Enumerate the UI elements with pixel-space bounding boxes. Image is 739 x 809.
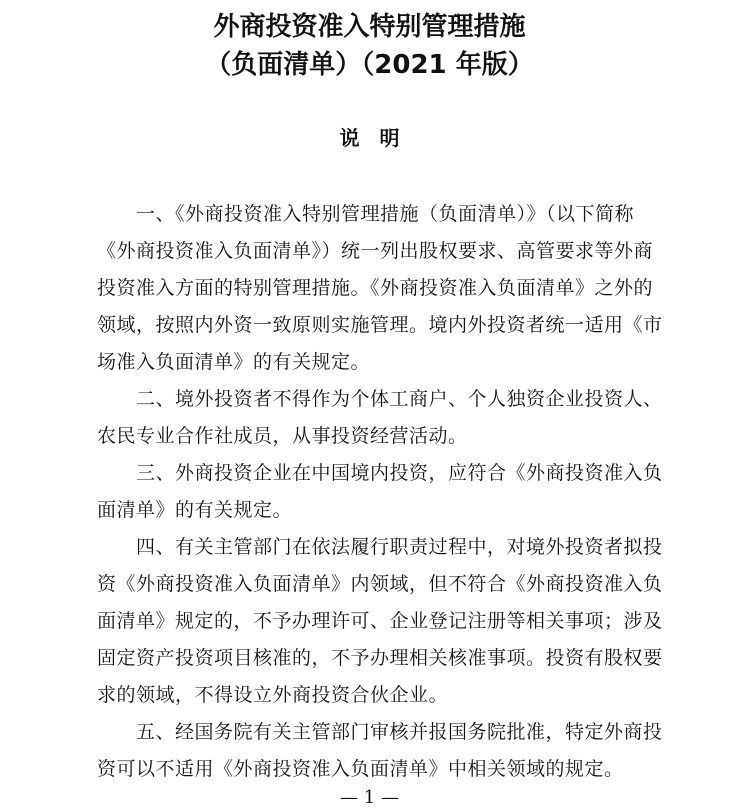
paragraph-line: 面清单》的有关规定。 [97,499,293,521]
paragraph-line: 农民专业合作社成员，从事投资经营活动。 [97,425,468,447]
paragraph-line: 投资准入方面的特别管理措施。《外商投资准入负面清单》之外的 [97,277,654,299]
paragraph-line: 求的领域，不得设立外商投资合伙企业。 [97,684,449,706]
section-heading: 说 明 [339,126,400,150]
paragraph-line: 五、经国务院有关主管部门审核并报国务院批准，特定外商投 [97,721,663,743]
paragraph-line: 资可以不适用《外商投资准入负面清单》中相关领域的规定。 [97,758,624,780]
document-title-line-1: 外商投资准入特别管理措施 [213,12,526,42]
paragraph-line: 《外商投资准入负面清单》）统一列出股权要求、高管要求等外商 [97,240,654,262]
paragraph-line: 二、境外投资者不得作为个体工商户、个人独资企业投资人、 [97,388,663,410]
paragraph-line: 面清单》规定的，不予办理许可、企业登记注册等相关事项；涉及 [97,610,663,632]
paragraph-line: 资《外商投资准入负面清单》内领域，但不符合《外商投资准入负 [97,573,663,595]
paragraph-line: 三、外商投资企业在中国境内投资，应符合《外商投资准入负 [97,462,663,484]
paragraph-line: 场准入负面清单》的有关规定。 [97,351,371,373]
paragraph-line: 固定资产投资项目核准的，不予办理相关核准事项。投资有股权要 [97,647,663,669]
paragraph-3 [97,455,663,529]
document-title-line-2: （负面清单）（2021 年版） [205,50,534,80]
page-number: — 1 — [340,787,399,808]
paragraph-2 [97,381,663,455]
paragraph-1 [97,196,663,381]
paragraph-5 [97,714,663,788]
paragraph-4 [97,529,663,714]
paragraph-line: 四、有关主管部门在依法履行职责过程中，对境外投资者拟投 [97,536,663,558]
paragraph-line: 一、《外商投资准入特别管理措施（负面清单）》（以下简称 [97,203,635,225]
paragraph-line: 领域，按照内外资一致原则实施管理。境内外投资者统一适用《市 [97,314,663,336]
